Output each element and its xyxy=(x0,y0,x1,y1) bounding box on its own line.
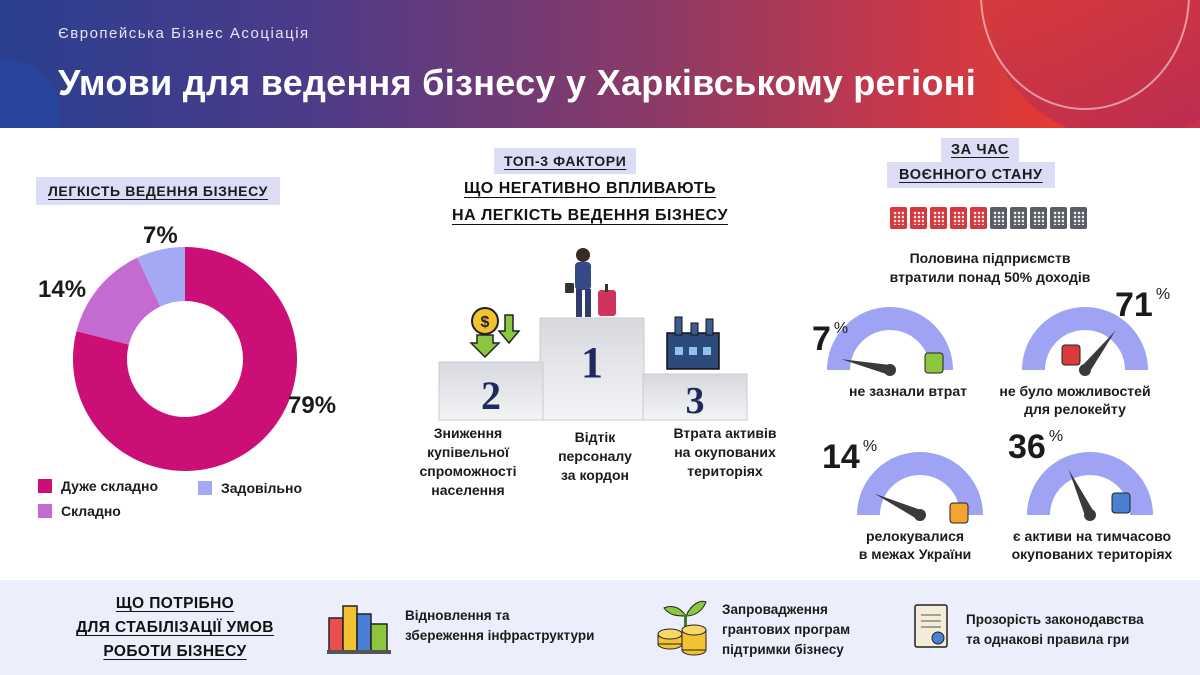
factor-3-line: на окупованих xyxy=(674,444,776,460)
document-stamp-icon xyxy=(912,602,954,652)
factors-heading-1: ЩО НЕГАТИВНО ВПЛИВАЮТЬ xyxy=(464,180,716,197)
building-icon xyxy=(1030,207,1047,229)
dollar-down-icon xyxy=(471,308,519,357)
gauge-value: 14 xyxy=(822,438,860,476)
factor-2-line: спроможності xyxy=(419,463,517,479)
factor-1-line: персоналу xyxy=(558,448,632,464)
legend-label: Дуже складно xyxy=(61,478,159,494)
footer-item-line: Запровадження xyxy=(722,602,828,617)
pct-hard: 14% xyxy=(38,276,87,303)
gauge-label-line: релокувалися xyxy=(865,528,965,544)
footer-title-line: ЩО ПОТРІБНО xyxy=(115,595,235,612)
legend-label: Задовільно xyxy=(221,480,302,496)
half-text-line: Половина підприємств xyxy=(909,250,1071,266)
gauge-value: 7 xyxy=(812,320,831,358)
gauge-4-value xyxy=(1008,428,1063,467)
plant-coin-icon xyxy=(925,353,943,373)
office-building-icon xyxy=(1112,493,1130,513)
gauge-unit: % xyxy=(1048,428,1064,445)
gauge-unit: % xyxy=(1155,286,1171,303)
factor-3-line: територіях xyxy=(687,463,763,479)
half-text-line: втратили понад 50% доходів xyxy=(889,269,1091,285)
factor-1-line: за кордон xyxy=(561,467,629,483)
podium-number-2: 2 xyxy=(481,373,501,418)
factor-2-line: купівельної xyxy=(427,444,509,460)
building-icon xyxy=(1050,207,1067,229)
footer-item-3 xyxy=(966,610,1144,650)
organization-name: Європейська Бізнес Асоціація xyxy=(58,25,310,42)
ease-tag: ЛЕГКІСТЬ ВЕДЕННЯ БІЗНЕСУ xyxy=(36,177,280,205)
location-pin-icon xyxy=(1062,345,1080,365)
half-text xyxy=(860,249,1120,287)
footer-item-line: збереження інфраструктури xyxy=(405,628,595,643)
factor-2-line: населення xyxy=(431,482,505,498)
building-icon-lost xyxy=(950,207,967,229)
legend-hard xyxy=(38,503,121,519)
gauge-2-value xyxy=(1115,286,1170,325)
factor-2-line: Зниження xyxy=(433,425,503,441)
footer-title-line: ДЛЯ СТАБІЛІЗАЦІЇ УМОВ xyxy=(76,619,274,636)
factor-1-label xyxy=(540,428,650,485)
footer-title xyxy=(40,592,310,664)
pct-ok: 7% xyxy=(143,222,178,249)
gauge-hub xyxy=(914,509,926,521)
car-map-icon xyxy=(950,503,968,523)
legend-label: Складно xyxy=(61,503,121,519)
factor-2-label xyxy=(408,424,528,500)
building-icon-lost xyxy=(970,207,987,229)
footer-item-line: Відновлення та xyxy=(405,608,510,623)
gauge-3-label xyxy=(840,527,990,563)
building-icon xyxy=(1010,207,1027,229)
podium xyxy=(435,243,755,428)
gauge-value: 36 xyxy=(1008,428,1046,466)
gauge-label-line: є активи на тимчасово xyxy=(1012,528,1172,544)
buildings-row xyxy=(890,207,1087,229)
factory-icon xyxy=(667,317,719,369)
footer-item-line: підтримки бізнесу xyxy=(722,642,844,657)
legend-very-hard xyxy=(38,478,158,494)
footer-title-line: РОБОТИ БІЗНЕСУ xyxy=(103,643,247,660)
legend-swatch xyxy=(38,504,52,518)
gauge-2-label xyxy=(985,382,1165,418)
gauge-label-line: в межах України xyxy=(858,546,972,562)
factor-3-label xyxy=(660,424,790,481)
footer-item-line: Прозорість законодавства xyxy=(966,612,1144,627)
footer-item-line: грантових програм xyxy=(722,622,851,637)
coins-sprout-icon xyxy=(648,594,712,658)
gauge-4-label xyxy=(992,527,1192,563)
building-icon xyxy=(990,207,1007,229)
podium-number-3: 3 xyxy=(685,380,705,422)
gauge-label-line: для релокейту xyxy=(1024,401,1126,417)
podium-number-1: 1 xyxy=(581,338,603,387)
gauge-value: 71 xyxy=(1115,286,1153,324)
building-icon-lost xyxy=(910,207,927,229)
gauge-hub xyxy=(1084,509,1096,521)
building-icon-lost xyxy=(930,207,947,229)
factors-heading-2: НА ЛЕГКІСТЬ ВЕДЕННЯ БІЗНЕСУ xyxy=(452,207,728,224)
traveler-icon xyxy=(565,248,616,317)
donut-chart xyxy=(55,229,315,489)
factor-1-line: Відтік xyxy=(574,429,616,445)
footer-item-line: та однакові правила гри xyxy=(966,632,1130,647)
pct-very-hard: 79% xyxy=(288,392,337,419)
footer-item-2 xyxy=(722,600,850,660)
gauge-unit: % xyxy=(833,320,849,337)
factors-tag: ТОП-3 ФАКТОРИ xyxy=(494,148,636,174)
gauge-unit: % xyxy=(862,438,878,455)
gauge-1-value xyxy=(812,320,848,359)
gauge-hub xyxy=(884,364,896,376)
building-icon xyxy=(1070,207,1087,229)
gauge-hub xyxy=(1079,364,1091,376)
building-icon-lost xyxy=(890,207,907,229)
footer-item-1 xyxy=(405,606,594,646)
factor-3-line: Втрата активів xyxy=(673,425,777,441)
svg-text:$: $ xyxy=(480,314,490,331)
gauge-label-line: не зазнали втрат xyxy=(849,383,967,399)
gauge-1-label xyxy=(838,382,978,400)
legend-swatch xyxy=(38,479,52,493)
decor-circle-left xyxy=(0,60,60,128)
legend-ok xyxy=(198,480,302,496)
gauge-label-line: не було можливостей xyxy=(999,383,1151,399)
city-buildings-icon xyxy=(327,598,391,656)
war-heading-2: ВОЄННОГО СТАНУ xyxy=(887,162,1055,188)
page-title: Умови для ведення бізнесу у Харківському регіоні xyxy=(58,62,977,103)
legend-swatch xyxy=(198,481,212,495)
war-heading-1: ЗА ЧАС xyxy=(941,138,1019,162)
gauge-label-line: окупованих територіях xyxy=(1011,546,1173,562)
gauge-3-value xyxy=(822,438,877,477)
